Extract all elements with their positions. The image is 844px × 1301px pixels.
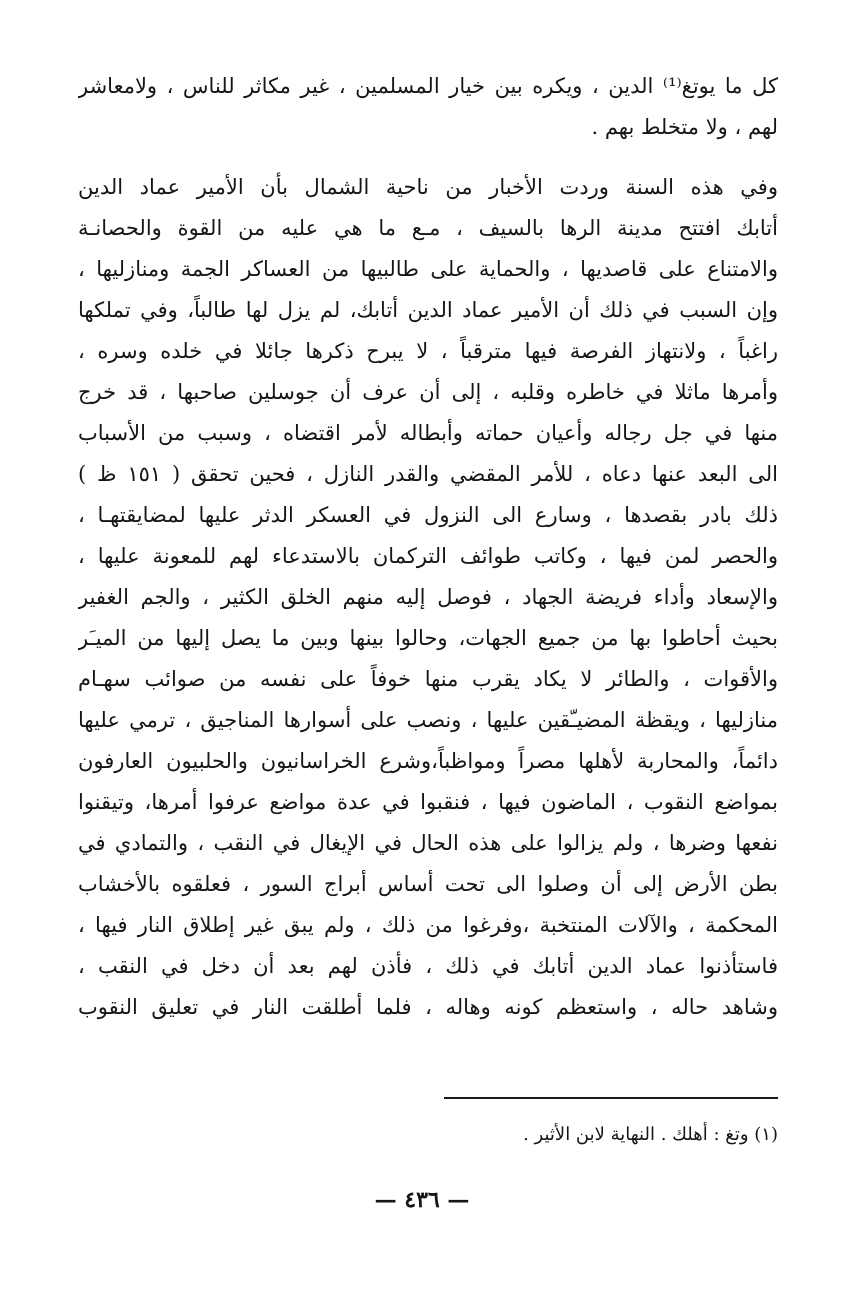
text-line: أتابك افتتح مدينة الرها بالسيف ، مـع ما هي عليه من القوة والحصانـة [78,216,778,240]
text-line: وفي هذه السنة وردت الأخبار من ناحية الشمال بأن الأمير عماد الدين [78,175,778,199]
paragraph-1 [78,66,778,148]
text-line: والحصر لمن فيها ، وكاتب طوائف التركمان بالاستدعاء لهم للمعونة عليها ، [78,544,778,568]
text-line: منها في جل رجاله وأعيان حماته وأبطاله لأمر اقتضاه ، وسبب من الأسباب [78,421,778,445]
text-line: الى البعد عنها دعاه ، للأمر المقضي والقدر النازل ، فحين تحقق ( ١٥١ ظ ) [78,462,778,486]
text-line: لهم ، ولا متخلط بهم . [591,115,778,139]
text-line: راغباً ، ولانتهاز الفرصة فيها مترقباً ، لا يبرح ذكرها جائلا في خلده وسره ، [78,339,778,363]
text-line: بطن الأرض إلى أن وصلوا الى تحت أساس أبراج السور ، فعلقوه بالأخشاب [78,872,778,896]
text-line: نفعها وضرها ، ولم يزالوا على هذه الحال في الإيغال في النقب ، والتمادي في [78,831,778,855]
text-line: دائماً، والمحاربة لأهلها مصراً ومواظباً،وشرع الخراسانيون والحلبيون العارفون [78,749,778,773]
text-line: والامتناع على قاصديها ، والحماية على طالبيها من العساكر الجمة ومنازليها ، [78,257,778,281]
text-line: وأمرها ماثلا في خاطره وقلبه ، إلى أن عرف أن جوسلين صاحبها ، قد خرج [78,380,778,404]
footnote: (١) وتغ : أهلك . النهاية لابن الأثير . [523,1124,778,1145]
page-number: — ٤٣٦ — [374,1187,470,1213]
text-line: والإسعاد وأداء فريضة الجهاد ، فوصل إليه منهم الخلق الكثير ، والجم الغفير [78,585,778,609]
text-line: كل ما يوتغ⁽¹⁾ الدين ، ويكره بين خيار المسلمين ، غير مكاثر للناس ، ولامعاشر [78,74,778,98]
text-line: المحكمة ، والآلات المنتخبة ،وفرغوا من ذلك ، ولم يبق غير إطلاق النار فيها ، [78,913,778,937]
paragraph-2 [78,167,778,1028]
text-line: وشاهد حاله ، واستعظم كونه وهاله ، فلما أطلقت النار في تعليق النقوب [78,995,778,1019]
text-line: بحيث أحاطوا بها من جميع الجهات، وحالوا بينها وبين ما يصل إليها من الميـَر [78,626,778,650]
text-line: وإن السبب في ذلك أن الأمير عماد الدين أتابك، لم يزل لها طالباً، وفي تملكها [78,298,778,322]
text-line: ذلك بادر بقصدها ، وسارع الى النزول في العسكر الدثر عليها لمضايقتهـا ، [78,503,778,527]
text-line: بمواضع النقوب ، الماضون فيها ، فنقبوا في عدة مواضع عرفوا أمرها، وتيقنوا [78,790,778,814]
text-line: والأقوات ، والطائر لا يكاد يقرب منها خوفاً على نفسه من صوائب سهـام [78,667,778,691]
text-line: منازليها ، ويقظة المضيـّقين عليها ، ونصب على أسوارها المناجيق ، ترمي عليها [78,708,778,732]
footnote-divider [444,1097,778,1099]
text-line: فاستأذنوا عماد الدين أتابك في ذلك ، فأذن لهم بعد أن دخل في النقب ، [78,954,778,978]
